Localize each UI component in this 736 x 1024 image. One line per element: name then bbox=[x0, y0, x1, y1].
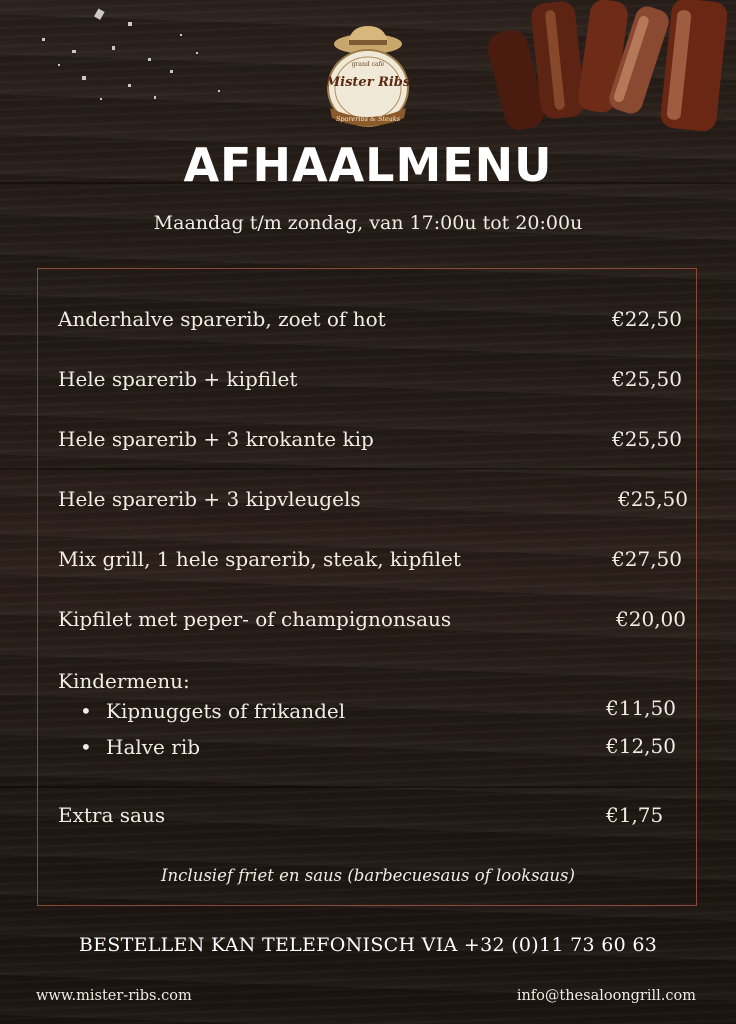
kids-menu-item-name: Kipnuggets of frikandel bbox=[106, 699, 346, 723]
menu-item-name: Mix grill, 1 hele sparerib, steak, kipfilet bbox=[58, 547, 461, 571]
salt-sprinkle-image bbox=[20, 6, 240, 116]
kids-menu-item-price: €11,50 bbox=[606, 696, 676, 720]
menu-item-name: Extra saus bbox=[58, 803, 166, 827]
menu-item-price: €25,50 bbox=[612, 367, 682, 391]
menu-item-name: Kipfilet met peper- of champignonsaus bbox=[58, 607, 452, 631]
menu-item-price: €22,50 bbox=[612, 307, 682, 331]
menu-item-price: €20,00 bbox=[616, 607, 686, 631]
menu-item-price: €25,50 bbox=[618, 487, 688, 511]
menu-item-name: Hele sparerib + kipfilet bbox=[58, 367, 298, 391]
opening-hours: Maandag t/m zondag, van 17:00u tot 20:00u bbox=[153, 212, 583, 234]
kids-menu-item bbox=[80, 699, 345, 723]
page-title: AFHAALMENU bbox=[183, 138, 553, 192]
menu-note: Inclusief friet en saus (barbecuesaus of looksaus) bbox=[161, 866, 575, 885]
kids-menu-item-price: €12,50 bbox=[606, 734, 676, 758]
menu-item-price: €25,50 bbox=[612, 427, 682, 451]
mister-ribs-logo bbox=[318, 22, 418, 132]
menu-item-name: Anderhalve sparerib, zoet of hot bbox=[58, 307, 386, 331]
menu-item-name: Hele sparerib + 3 krokante kip bbox=[58, 427, 374, 451]
menu-item-price: €1,75 bbox=[606, 803, 664, 827]
kids-menu-heading-text: Kindermenu: bbox=[58, 669, 190, 693]
menu-item-name: Hele sparerib + 3 kipvleugels bbox=[58, 487, 361, 511]
logo-top-text: grand café bbox=[351, 61, 385, 68]
menu-item-price: €27,50 bbox=[612, 547, 682, 571]
bullet-icon: • bbox=[80, 735, 92, 759]
spareribs-image bbox=[476, 0, 736, 140]
kids-menu-item bbox=[80, 735, 200, 759]
kids-menu-item-name: Halve rib bbox=[106, 735, 201, 759]
bullet-icon: • bbox=[80, 699, 92, 723]
website-link[interactable]: www.mister-ribs.com bbox=[36, 988, 192, 1004]
order-by-phone: BESTELLEN KAN TELEFONISCH VIA +32 (0)11 73 60 63 bbox=[78, 934, 658, 956]
email-link[interactable]: info@thesaloongrill.com bbox=[516, 988, 696, 1004]
logo-name: Mister Ribs bbox=[325, 75, 411, 90]
logo-bottom-text: Spareribs & Steaks bbox=[335, 115, 401, 123]
